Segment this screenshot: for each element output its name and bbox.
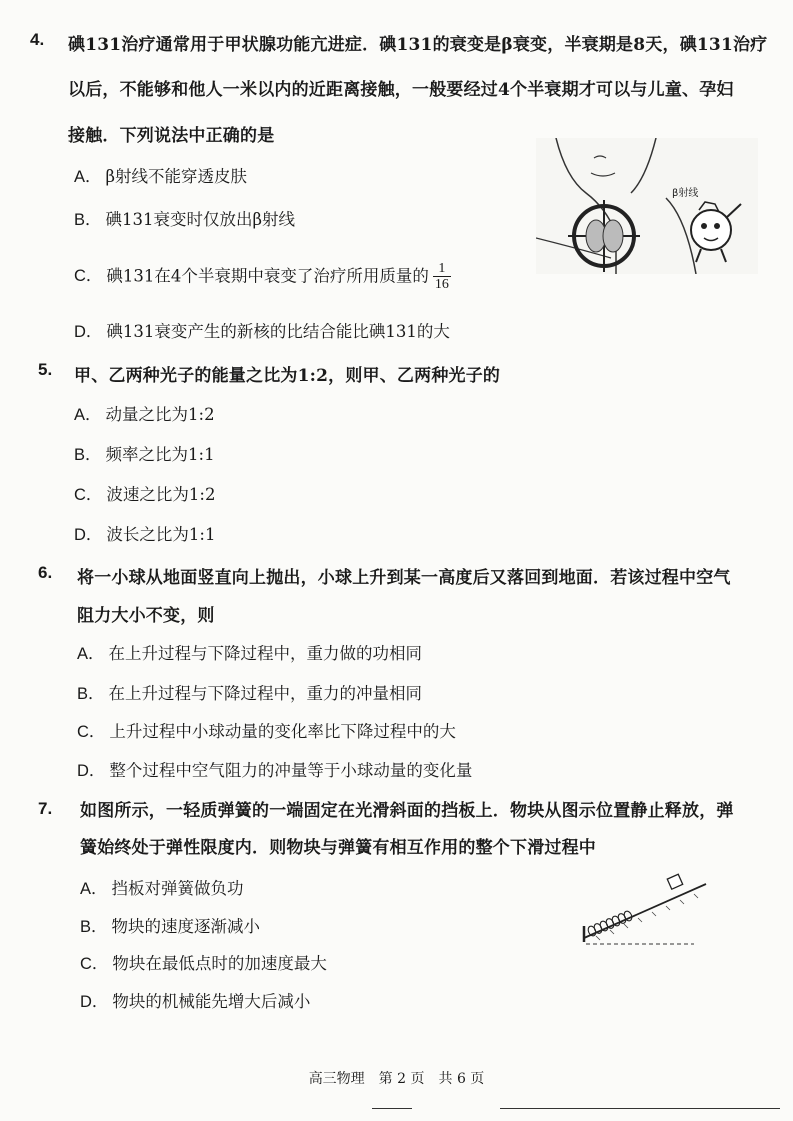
fraction-one-sixteenth [433, 261, 451, 293]
question-6-option-a [77, 640, 422, 664]
option-letter: D． [80, 993, 109, 1011]
question-5-number: 5. [38, 360, 53, 379]
incline-spring-diagram [576, 872, 716, 948]
option-text: 在上升过程与下降过程中，重力的冲量相同 [108, 684, 423, 703]
option-letter: C． [74, 267, 103, 286]
option-letter: D． [74, 323, 103, 341]
option-text: β射线不能穿透皮肤 [105, 167, 248, 186]
thyroid-drawing [536, 138, 758, 274]
option-text: 在上升过程与下降过程中，重力做的功相同 [108, 644, 423, 663]
option-letter: B． [77, 685, 105, 703]
question-4-option-d [74, 318, 450, 342]
option-letter: B． [80, 918, 108, 936]
question-4-option-a [74, 163, 247, 187]
option-text: 碘131衰变产生的新核的比结合能比碘131的大 [106, 322, 450, 341]
option-letter: C． [77, 723, 106, 741]
question-4-option-c [74, 261, 451, 293]
question-6-stem-line-1: 将一小球从地面竖直向上抛出，小球上升到某一高度后又落回到地面．若该过程中空气 [77, 568, 731, 588]
question-7-option-c [80, 950, 327, 974]
question-4-option-b [74, 206, 295, 230]
question-7-stem-line-2: 簧始终处于弹性限度内．则物块与弹簧有相互作用的整个下滑过程中 [80, 838, 596, 858]
question-5-stem-line-1: 甲、乙两种光子的能量之比为1:2，则甲、乙两种光子的 [74, 366, 501, 386]
question-6-option-d [77, 757, 472, 781]
option-letter: A． [80, 880, 108, 898]
fraction-denominator: 16 [434, 277, 449, 293]
option-text: 物块在最低点时的加速度最大 [112, 954, 327, 973]
option-letter: C． [80, 955, 109, 973]
question-6-option-b [77, 680, 422, 704]
footer-divider-right [500, 1108, 780, 1109]
question-5-option-a [74, 401, 215, 425]
option-letter: C． [74, 486, 103, 504]
option-letter: B． [74, 446, 102, 464]
question-4-stem-line-1: 碘131治疗通常用于甲状腺功能亢进症．碘131的衰变是β衰变，半衰期是8天，碘131治疗 [68, 35, 768, 55]
option-text: 挡板对弹簧做负功 [111, 879, 244, 898]
footer-divider-left [372, 1108, 412, 1109]
option-text: 整个过程中空气阻力的冲量等于小球动量的变化量 [109, 761, 473, 780]
question-7-option-d [80, 988, 310, 1012]
page-footer: 高三物理 第 2 页 共 6 页 [308, 1071, 485, 1087]
question-7-option-a [80, 875, 244, 899]
question-5-option-b [74, 441, 215, 465]
option-text: 波长之比为1:1 [106, 525, 216, 544]
option-letter: D． [77, 762, 106, 780]
question-4-number: 4. [30, 30, 45, 49]
option-letter: D． [74, 526, 103, 544]
question-6-stem-line-2: 阻力大小不变，则 [77, 606, 215, 626]
question-7-stem-line-1: 如图所示，一轻质弹簧的一端固定在光滑斜面的挡板上．物块从图示位置静止释放，弹 [80, 801, 734, 821]
question-5-option-c [74, 481, 215, 505]
option-text: 波速之比为1:2 [106, 485, 216, 504]
incline-drawing [576, 872, 716, 948]
question-6-number: 6. [38, 563, 53, 582]
option-letter: B． [74, 211, 102, 229]
fraction-numerator: 1 [433, 261, 451, 277]
beta-ray-label: β射线 [672, 188, 699, 199]
option-text: 上升过程中小球动量的变化率比下降过程中的大 [109, 722, 456, 741]
question-7-option-b [80, 913, 260, 937]
question-6-option-c [77, 718, 456, 742]
option-letter: A． [74, 168, 102, 186]
option-text: 频率之比为1:1 [105, 445, 215, 464]
option-text: 碘131衰变时仅放出β射线 [105, 210, 296, 229]
question-7-number: 7. [38, 799, 53, 818]
option-letter: A． [74, 406, 102, 424]
question-4-stem-line-2: 以后，不能够和他人一米以内的近距离接触，一般要经过4个半衰期才可以与儿童、孕妇 [68, 80, 734, 100]
option-text: 碘131在4个半衰期中衰变了治疗所用质量的 [106, 266, 429, 286]
thyroid-illustration [536, 138, 758, 274]
option-text: 物块的机械能先增大后减小 [112, 992, 311, 1011]
question-4-stem-line-3: 接触．下列说法中正确的是 [68, 126, 275, 146]
option-letter: A． [77, 645, 105, 663]
option-text: 物块的速度逐渐减小 [111, 917, 261, 936]
question-5-option-d [74, 521, 215, 545]
option-text: 动量之比为1:2 [105, 405, 215, 424]
